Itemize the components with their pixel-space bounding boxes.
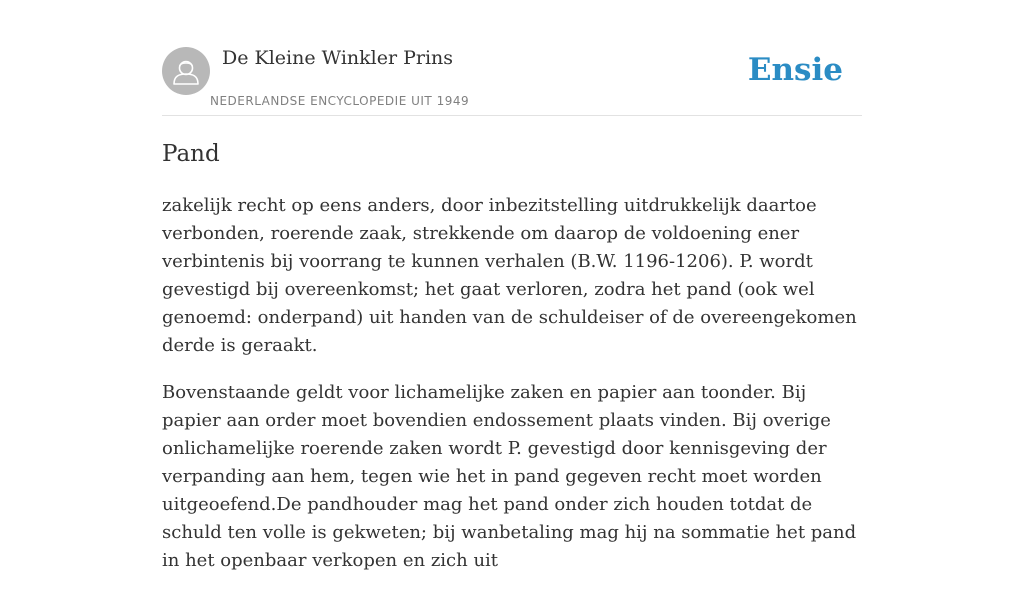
- article-paragraph: zakelijk recht op eens anders, door inbezitstelling uitdrukkelijk daartoe verbonden, roerende zaak, strekkende om daarop de voldoening ener verbintenis bij voorrang te kunnen verhalen (B.W. 1196-1206). P. wordt gevestigd bij overeenkomst; het gaat verloren, zodra het pand (ook wel genoemd: onderpand) uit handen van de schuldeiser of de overeengekomen derde is geraakt.: [162, 195, 857, 356]
- article-header: [162, 0, 862, 116]
- author-name[interactable]: De Kleine Winkler Prins: [222, 47, 454, 69]
- article-body: [162, 192, 862, 594]
- article-title: Pand: [162, 141, 220, 167]
- article-paragraph: Bovenstaande geldt voor lichamelijke zaken en papier aan toonder. Bij papier aan order moet bovendien endossement plaats vinden. Bij overige onlichamelijke roerende zaken wordt P. gevestigd door kennisgeving der verpanding aan hem, tegen wie het in pand gegeven recht moet worden uitgeoefend.De pandhouder mag het pand onder zich houden totdat de schuld ten volle is gekweten; bij wanbetaling mag hij na sommatie het pand in het openbaar verkopen en zich uit: [162, 382, 857, 571]
- author-subtitle: NEDERLANDSE ENCYCLOPEDIE UIT 1949: [210, 94, 470, 108]
- ensie-logo-link[interactable]: Ensie: [747, 52, 843, 88]
- user-icon: [162, 47, 210, 95]
- author-avatar[interactable]: [162, 47, 210, 95]
- article-page: [162, 0, 862, 571]
